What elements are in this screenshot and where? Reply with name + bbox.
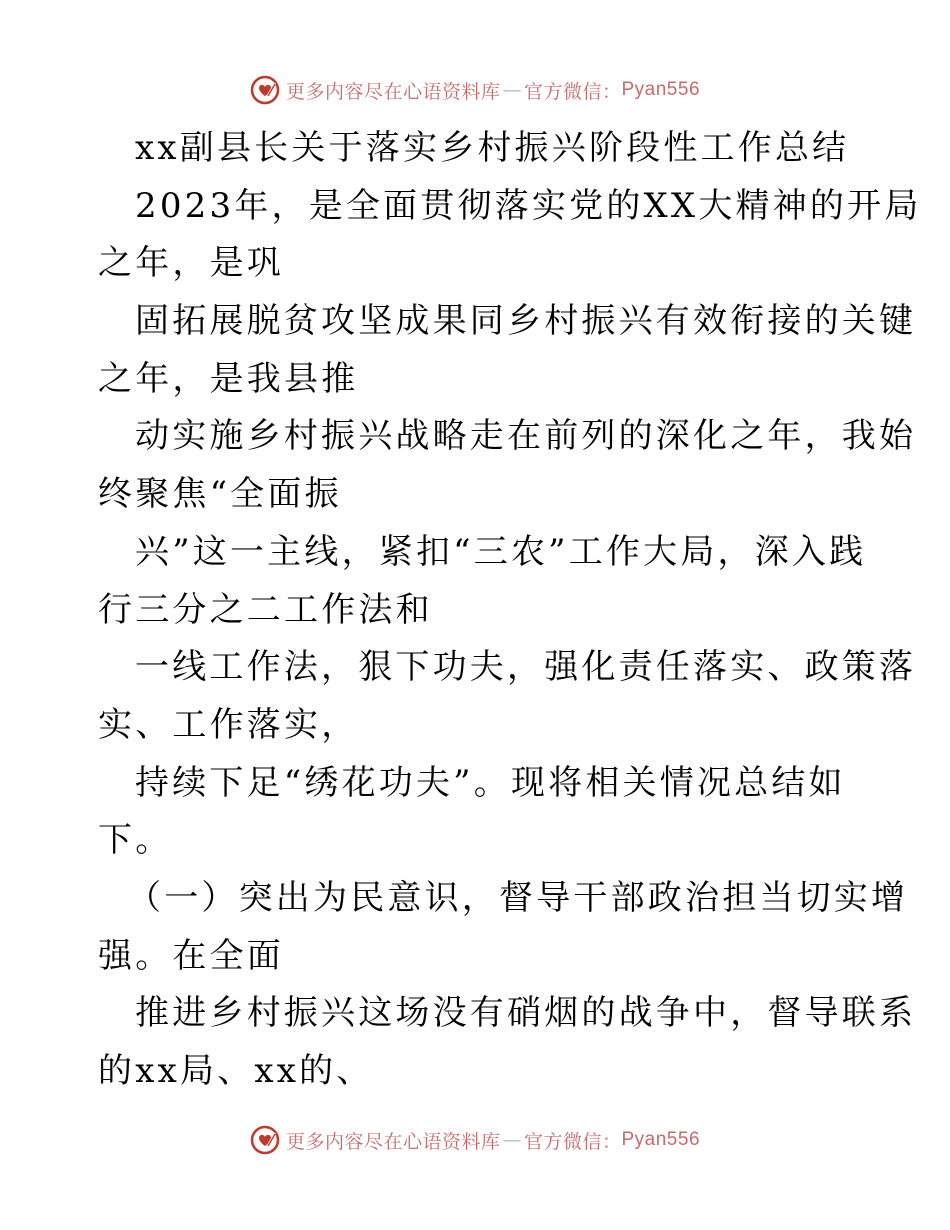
- banner-wechat-label: 官方微信：: [523, 80, 622, 103]
- text-line: 兴”这一主线，紧扣“三农”工作大局，深入践: [135, 531, 867, 572]
- banner-text: 更多内容尽在心语资料库: [285, 80, 501, 103]
- text-line: 2023年，是全面贯彻落实党的XX大精神的开局: [135, 185, 922, 226]
- banner-wechat-label: 官方微信：: [523, 1130, 622, 1153]
- banner-text: 更多内容尽在心语资料库: [285, 1130, 501, 1153]
- text-line: 的xx局、xx的、: [98, 1051, 374, 1091]
- text-line: 一线工作法，狠下功夫，强化责任落实、政策落: [135, 647, 917, 688]
- text-line: 行三分之二工作法和: [98, 589, 433, 630]
- text-line: 实、工作落实，: [98, 704, 359, 745]
- header-banner: [0, 70, 950, 110]
- document-title: xx副县长关于落实乡村振兴阶段性工作总结: [135, 128, 850, 168]
- text-line: 强。在全面: [98, 935, 284, 976]
- text-line: 之年，是巩: [98, 243, 284, 284]
- banner-account: Pyan556: [621, 1129, 701, 1150]
- text-line: 持续下足“绣花功夫”。现将相关情况总结如: [135, 762, 846, 803]
- banner-account: Pyan556: [621, 79, 701, 100]
- section-heading: （一）突出为民意识，督导干部政治担当切实增: [127, 877, 909, 918]
- text-line: 下。: [98, 820, 173, 861]
- text-line: 固拓展脱贫攻坚成果同乡村振兴有效衔接的关键: [135, 301, 917, 342]
- banner-separator: —: [502, 1129, 522, 1151]
- text-line: 动实施乡村振兴战略走在前列的深化之年，我始: [135, 416, 917, 457]
- text-line: 推进乡村振兴这场没有硝烟的战争中，督导联系: [135, 993, 917, 1034]
- heart-pen-logo-icon: [250, 1125, 280, 1155]
- heart-pen-logo-icon: [250, 75, 280, 105]
- text-line: 之年，是我县推: [98, 358, 359, 399]
- footer-banner: [0, 1120, 950, 1160]
- text-line: 终聚焦“全面振: [98, 474, 342, 515]
- document-body: [98, 120, 922, 1101]
- banner-separator: —: [502, 79, 522, 101]
